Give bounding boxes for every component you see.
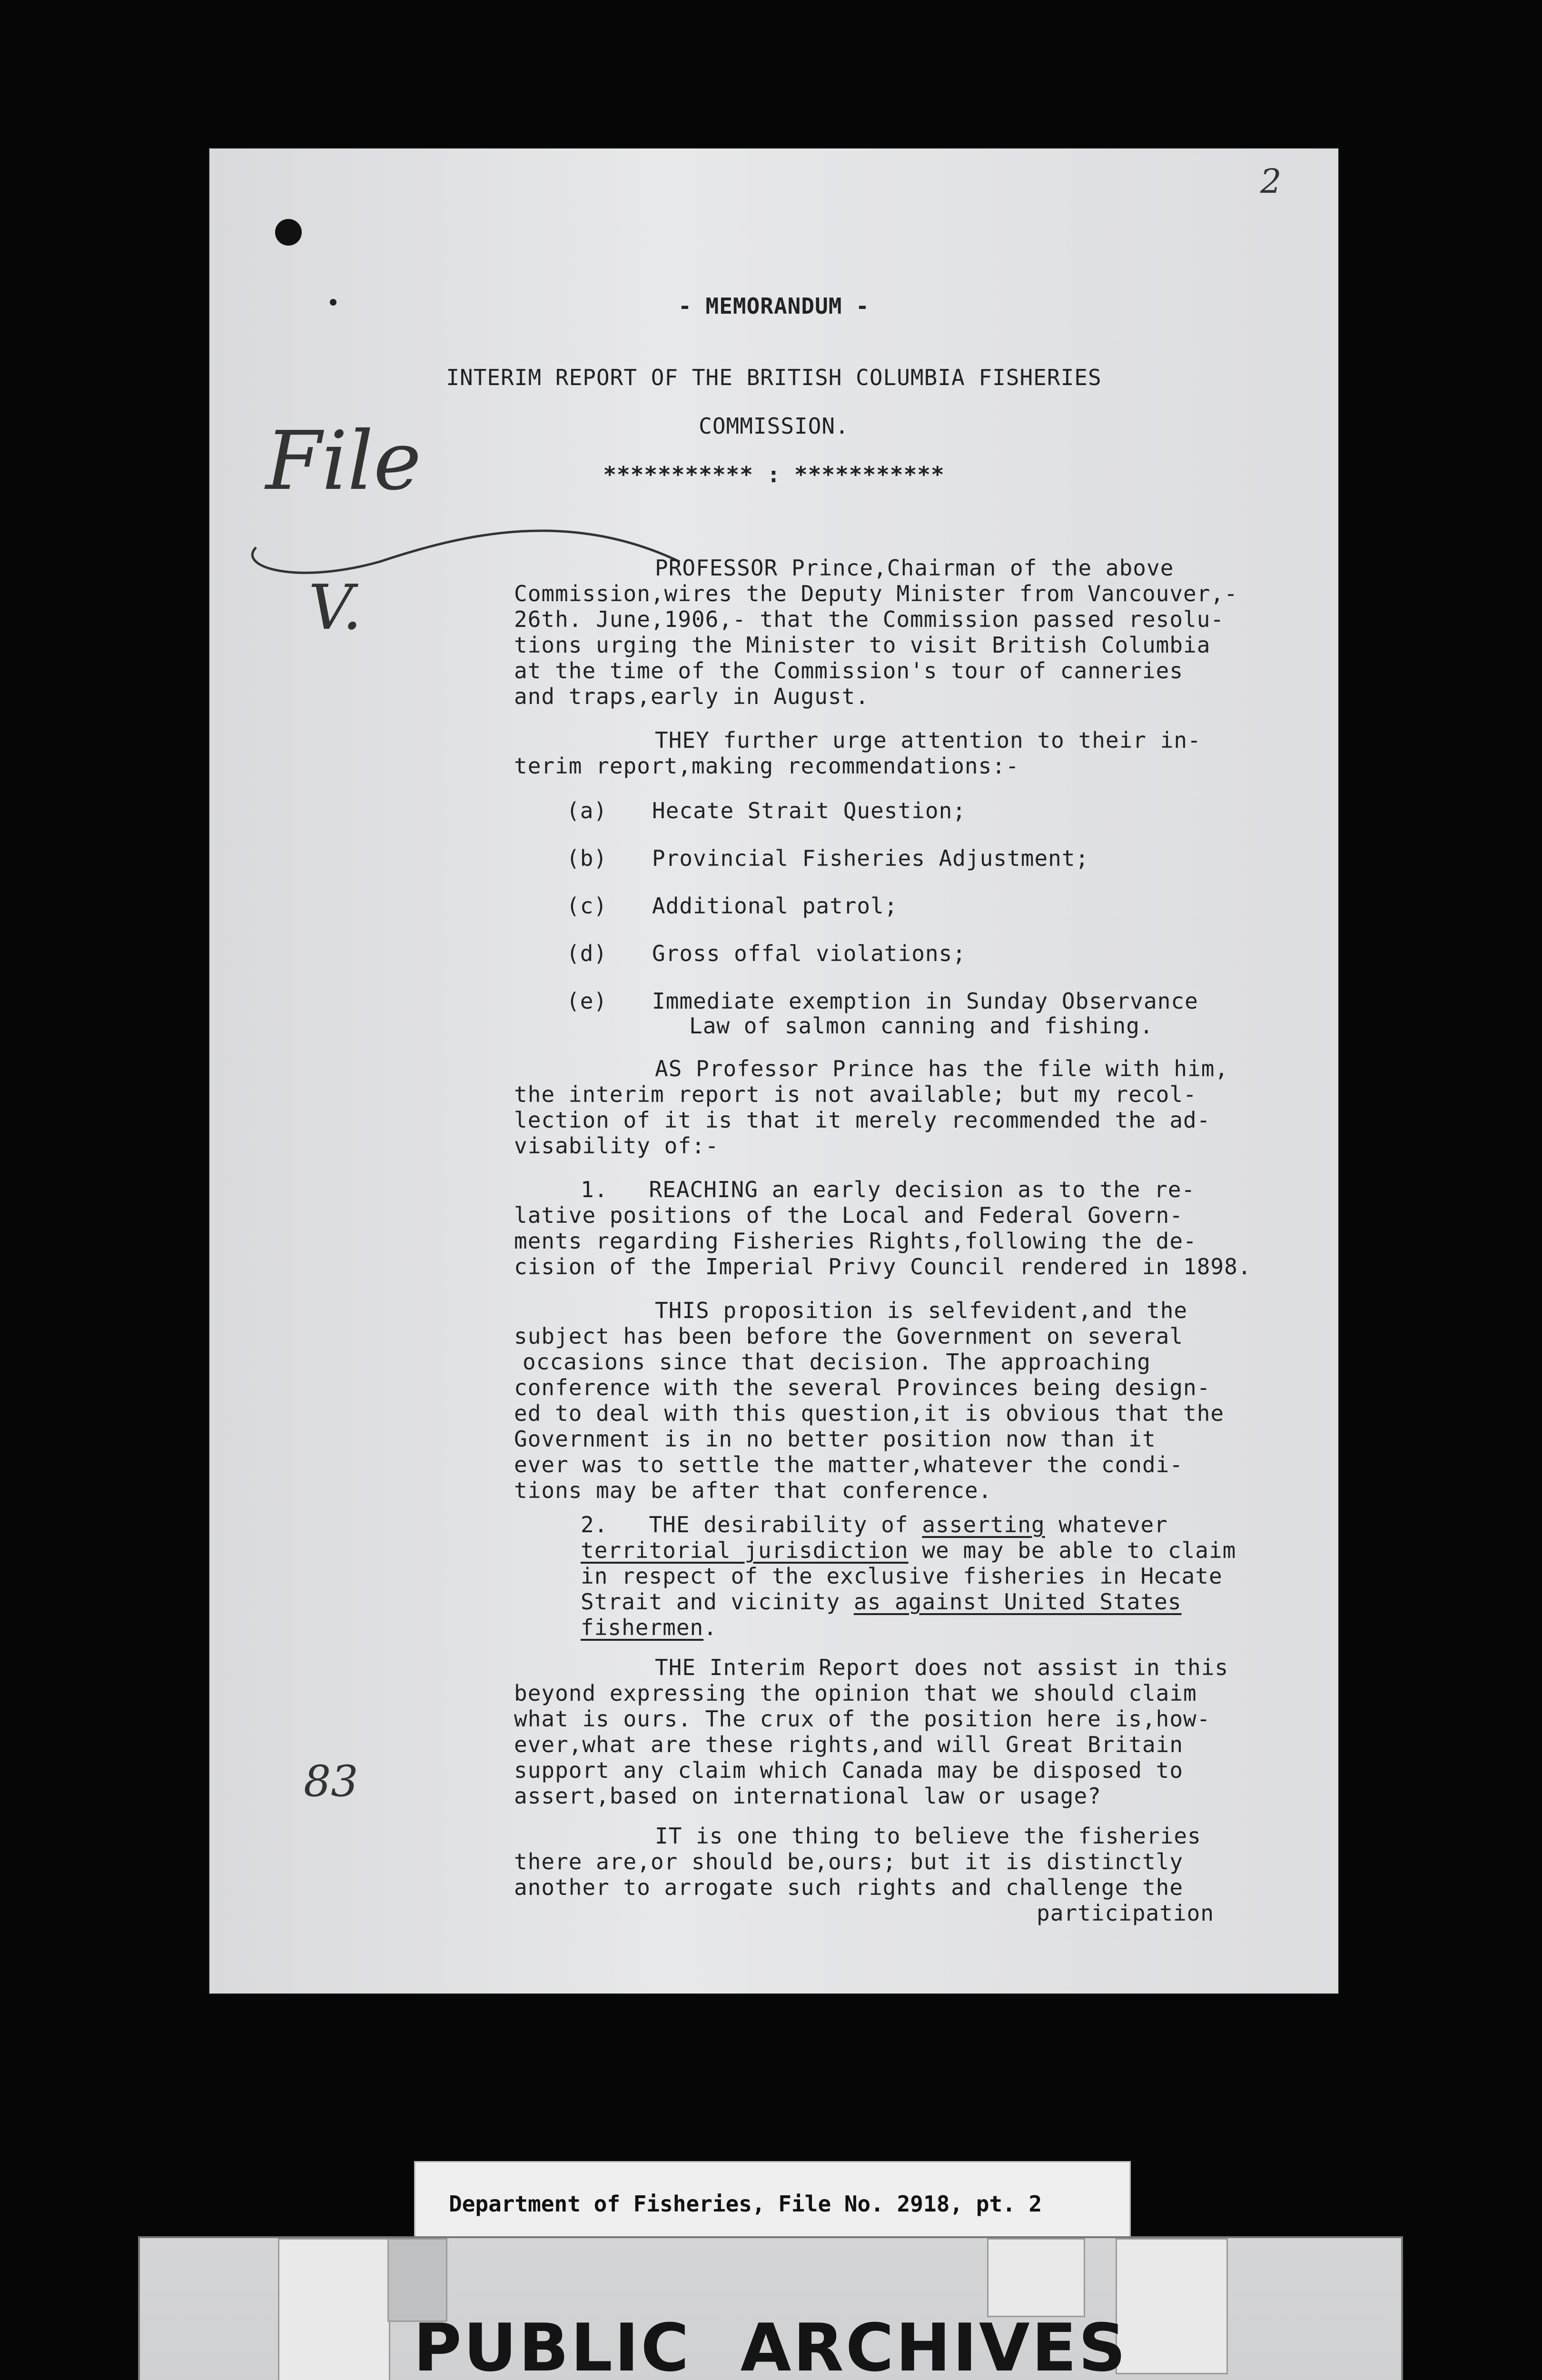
archives-stamp-card [138,2236,1403,2380]
stamp-line-english: PUBLIC ARCHIVES [413,2310,1128,2380]
file-reference: Department of Fisheries, File No. 2918, pt. 2 [449,2191,1042,2217]
page-number: 2 [1260,162,1282,201]
punch-hole [275,219,302,246]
title-line-1: INTERIM REPORT OF THE BRITISH COLUMBIA FISHERIES [446,365,1102,390]
tape-piece [987,2238,1085,2317]
memorandum-page: 2 - MEMORANDUM - INTERIM REPORT OF THE BRITISH COLUMBIA FISHERIES COMMISSION. *********** : *********** File V. PROFESSOR Prince,Chairman of the above Commission,wires the Deputy Minister from Vancouver,- 26th. June,1906,- that the Commission passed resolu- tions urging the Minister to visit British Columbia at the time of the Commission's tour of canneries and traps,early in August. THEY further urge attention to their in- terim report,making recommendations:- (a) Hecate Strait Question; (b) Provincial Fisheries Adjustment; (c) Additional patrol; (d) Gross offal violations; (e) Immediate exemption in Sunday Observance Law of salmon canning and fishing. AS Professor Prince has the file with him, the interim report is not available; but my recol- lection of it is that it merely recommended the ad- visability of:- 1. REACHING an early decision as to the re- lative positions of the Local and Federal Govern- ments regarding Fisheries Rights,following the de- cision of the Imperial Privy Council rendered in 1898. THIS proposition is selfevident,and the subject has been before the Government on several occasions since that decision. The approaching conference with the several Provinces being design- ed to deal with this question,it is obvious that the Government is in no better position now than it ever was to settle the matter,whatever the condi- tions may be after that conference. 2. THE desirability of asserting whatever territorial jurisdiction we may be able to claim in respect of the exclusive fisheries in Hecate Strait and vicinity as against United States fishermen. THE Interim Report does not assist in this beyond expressing the opinion that we should claim what is ours. The crux of the position here is,how- ever,what are these rights,and will Great Britain support any claim which Canada may be disposed to assert,based on international law or usage? 83 IT is one thing to believe the fisheries there are,or should be,ours; but it is distinctly another to arrogate such rights and challenge the participation [208,148,1339,1994]
handwritten-v-note: V. [308,571,362,644]
archive-file-slip [414,2161,1131,2245]
title-line-2: COMMISSION. [699,413,849,439]
catchword: participation [1037,1900,1215,1926]
memo-heading: - MEMORANDUM - [678,293,870,319]
handwritten-margin-mark: 83 [304,1756,358,1806]
title-divider: *********** : *********** [603,462,945,487]
handwritten-file-note: File [266,414,422,508]
